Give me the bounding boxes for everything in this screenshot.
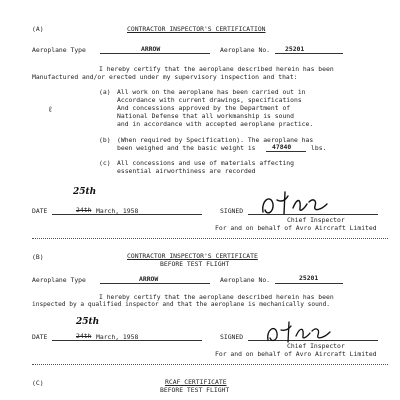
section-b-label: (B) [32,253,44,261]
intro-line-1: I hereby certify that the aeroplane described herein has been [99,65,334,73]
clause-b-label: (b) [99,136,111,144]
weight-value: 47840 [272,143,292,151]
date-handwritten-day-b: 25th [76,317,100,327]
signer-org-a: For and on behalf of Avro Aircraft Limited [215,224,377,232]
section-b-body-1: I hereby certify that the aeroplane described herein has been [99,293,334,301]
section-c-label: (C) [32,379,44,387]
section-a-heading: CONTRACTOR INSPECTOR'S CERTIFICATION [127,25,266,33]
intro-line-2: Manufactured and/or erected under my supervisory inspection and that: [32,73,298,81]
clause-b-line-2-post: lbs. [311,144,327,152]
aeroplane-type-value-a: ARROW [141,45,161,53]
aeroplane-no-line-b [275,283,343,284]
clause-c-label: (c) [99,159,111,167]
clause-b-line-1: (When required by Specification). The aeroplane has [117,136,314,144]
aeroplane-no-label-a: Aeroplane No. [220,46,271,54]
section-divider-ab [32,238,388,239]
signed-label-b: SIGNED [220,333,244,341]
section-b-heading-2: BEFORE TEST FLIGHT [160,260,230,268]
date-typed-day-a: 24th [76,206,92,214]
section-b-body-2: inspected by a qualified inspector and that the aeroplane is mechanically sound. [32,301,331,308]
clause-b-line-2-pre: been weighed and the basic weight is [117,144,256,152]
aeroplane-no-value-a: 25201 [285,45,305,53]
clause-a-label: (a) [99,88,111,96]
section-divider-bc [32,364,388,365]
aeroplane-no-line-a [275,53,343,54]
signature-a [255,186,335,220]
aeroplane-type-label-a: Aeroplane Type [32,46,86,54]
date-typed-day-b: 24th [76,332,92,340]
aeroplane-no-label-b: Aeroplane No. [220,276,271,284]
section-c-heading-1: RCAF CERTIFICATE [165,378,227,386]
clause-a-line-5: and in accordance with accepted aeroplane practice. [117,120,314,128]
date-label-a: DATE [32,207,48,215]
section-a-label: (A) [32,25,44,33]
weight-line [266,151,306,152]
clause-c-line-2: essential airworthiness are recorded [117,167,256,175]
date-handwritten-day-a: 25th [73,187,97,197]
aeroplane-no-value-b: 25201 [299,274,319,282]
clause-a-line-1: All work on the aeroplane has been carried out in [117,88,306,96]
aeroplane-type-value-b: ARROW [139,275,159,283]
signer-org-b: For and on behalf of Avro Aircraft Limited [215,350,377,358]
clause-a-line-4: National Defense that all workmanship is sound [117,112,294,120]
clause-a-line-3: And concessions approved by the Department of [117,104,291,112]
section-c-heading-2: BEFORE TEST FLIGHT [160,386,230,394]
section-b-heading-1: CONTRACTOR INSPECTOR'S CERTIFICATE [127,252,258,260]
date-rest-b: March, 1958 [96,333,139,341]
margin-mark: ℓ [48,105,53,114]
clause-a-line-2: Accordance with current drawings, specifications [117,96,302,104]
clause-c-line-1: All concessions and use of materials affecting [117,159,294,167]
signed-label-a: SIGNED [220,207,244,215]
aeroplane-type-line-a [100,53,210,54]
signer-title-b: Chief Inspector [287,342,345,350]
date-label-b: DATE [32,333,48,341]
aeroplane-type-line-b [100,283,210,284]
signer-title-a: Chief Inspector [287,216,345,224]
date-rest-a: March, 1958 [96,207,139,215]
aeroplane-type-label-b: Aeroplane Type [32,276,86,284]
